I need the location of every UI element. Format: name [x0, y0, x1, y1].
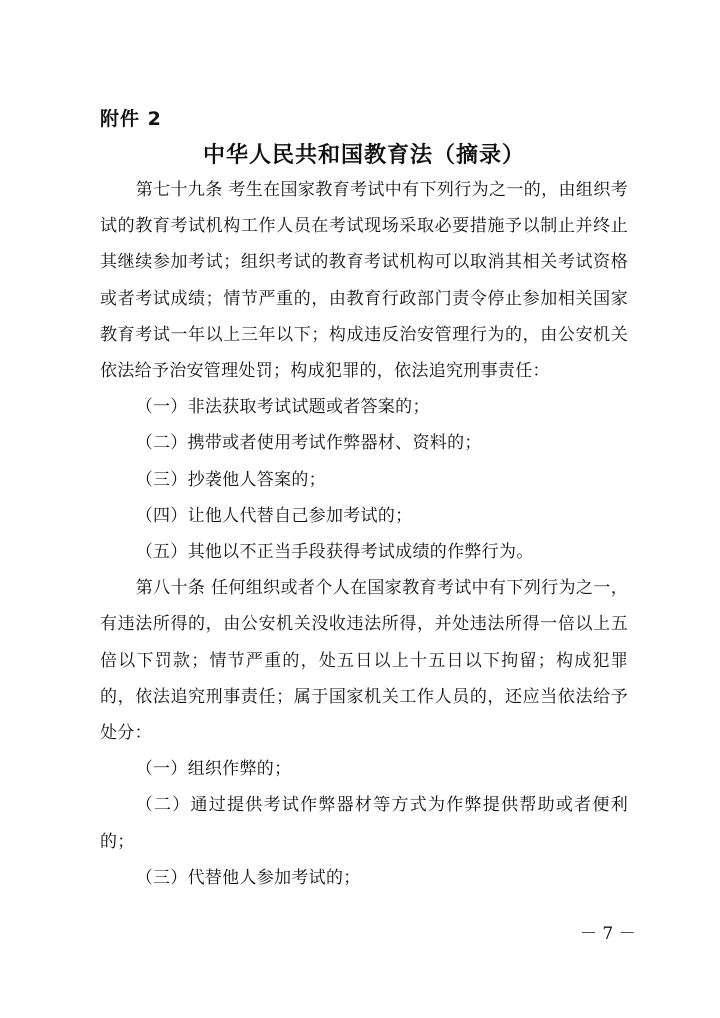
- article-80-item-3: （三）代替他人参加考试的；: [135, 867, 361, 888]
- document-title: 中华人民共和国教育法（摘录）: [202, 143, 525, 168]
- article-79-item-3: （三）抄袭他人答案的；: [135, 469, 326, 490]
- article-79-item-2: （二）携带或者使用考试作弊器材、资料的；: [135, 433, 482, 454]
- article-79-item-1: （一）非法获取考试试题或者答案的；: [135, 397, 430, 418]
- article-79-item-5: （五）其他以不正当手段获得考试成绩的作弊行为。: [135, 542, 534, 563]
- page-number: － 7 －: [580, 924, 636, 944]
- article-79-paragraph: 第七十九条 考生在国家教育考试中有下列行为之一的，由组织考试的教育考试机构工作人员在考试现场采取必要措施予以制止并终止其继续参加考试；组织考试的教育考试机构可以取消其相关考试资格或者考试成绩；情节严重的，由教育行政部门责令停止参加相关国家教育考试一年以上三年以下；构成违反治安管理行为的，由公安机关依法给予治安管理处罚；构成犯罪的，依法追究刑事责任：: [100, 180, 628, 382]
- article-80-paragraph: 第八十条 任何组织或者个人在国家教育考试中有下列行为之一，有违法所得的，由公安机关没收违法所得，并处违法所得一倍以上五倍以下罚款；情节严重的，处五日以上十五日以下拘留；构成犯罪的，依法追究刑事责任；属于国家机关工作人员的，还应当依法给予处分：: [100, 578, 628, 744]
- article-80-item-1: （一）组织作弊的；: [135, 759, 292, 780]
- article-79-item-4: （四）让他人代替自己参加考试的；: [135, 505, 413, 526]
- article-80-item-2: （二）通过提供考试作弊器材等方式为作弊提供帮助或者便利的；: [100, 795, 628, 852]
- attachment-label: 附件 2: [100, 108, 162, 130]
- document-body: [100, 172, 628, 896]
